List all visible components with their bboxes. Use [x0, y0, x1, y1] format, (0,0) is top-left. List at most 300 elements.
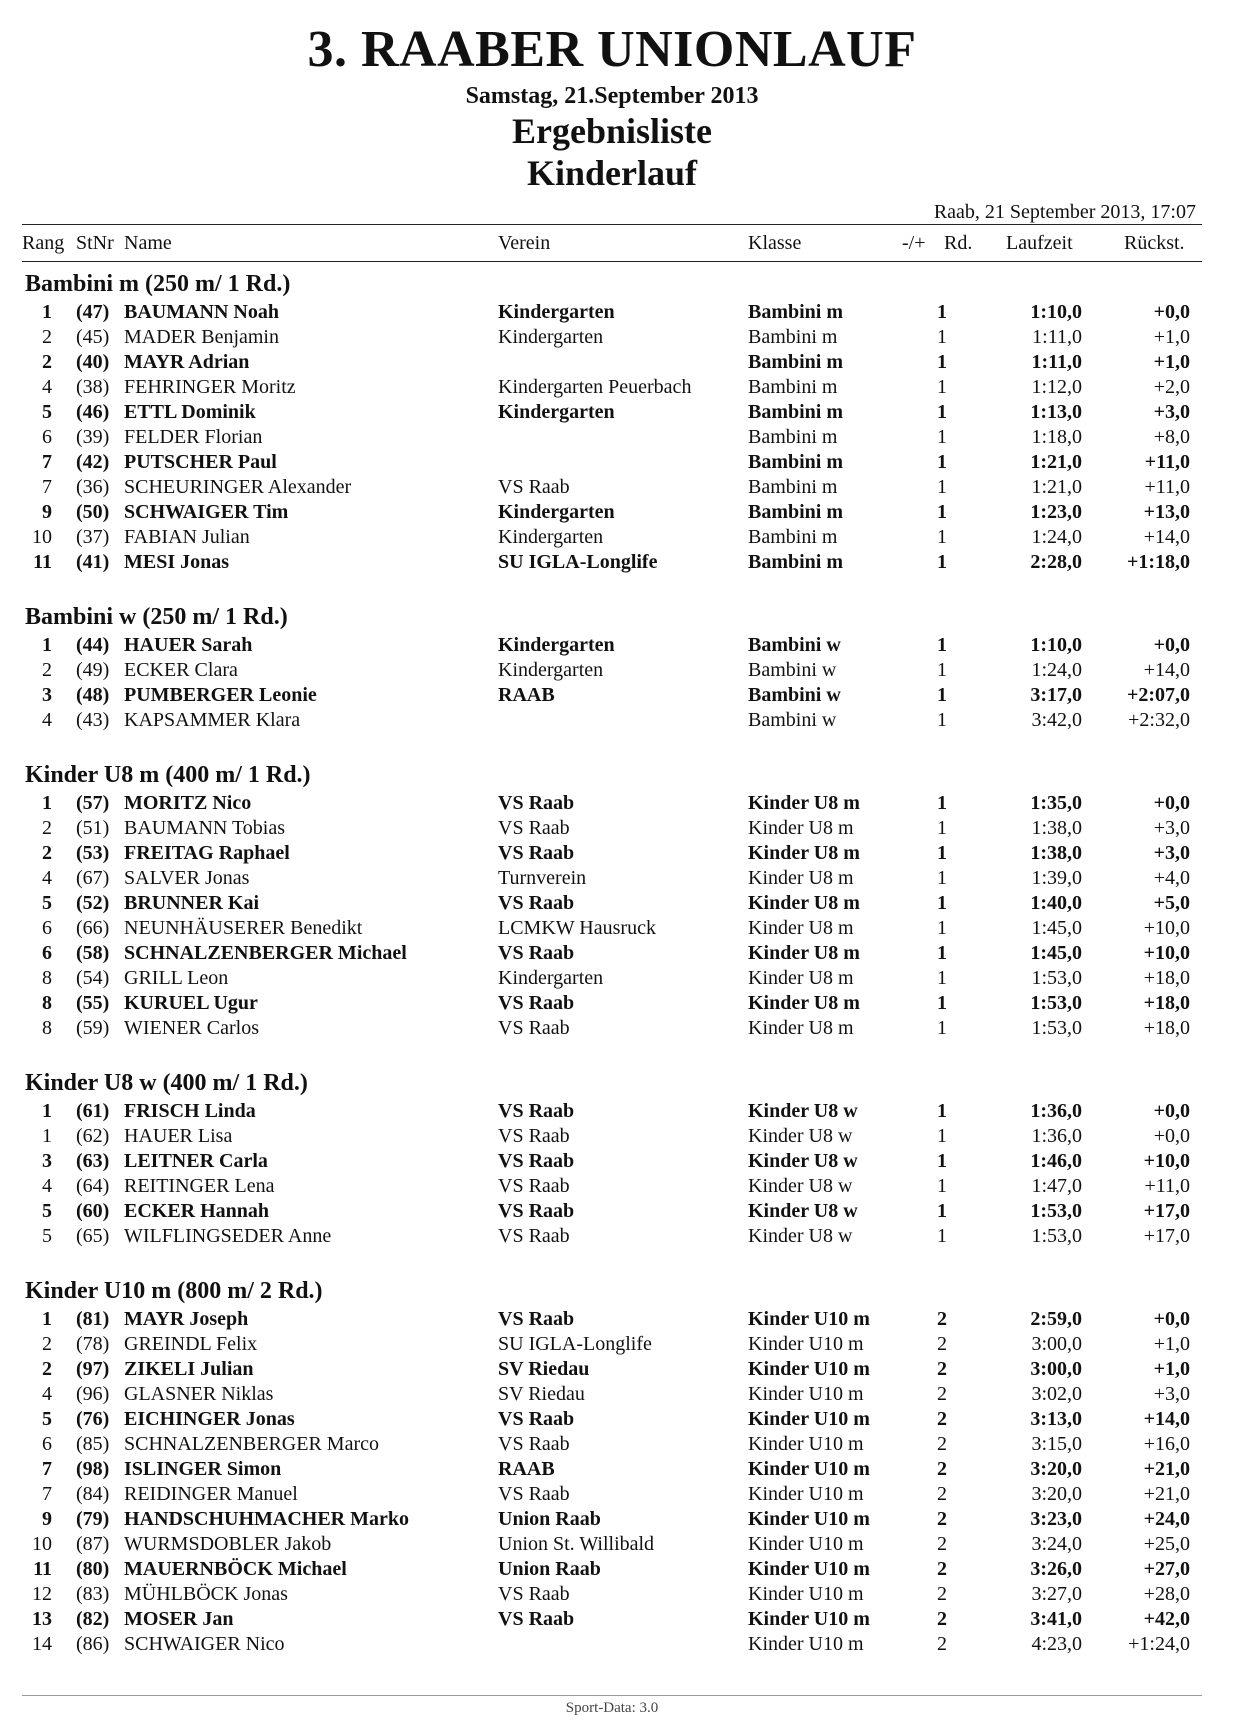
- rounds-cell: 2: [937, 1633, 947, 1655]
- runner-name-cell: SCHNALZENBERGER Marco: [124, 1433, 379, 1455]
- start-number-cell: (38): [76, 376, 110, 398]
- time-behind-cell: +1:24,0: [1128, 1633, 1190, 1655]
- start-number-cell: (49): [76, 659, 110, 681]
- runner-name-cell: MESI Jonas: [124, 551, 230, 573]
- class-cell: Kinder U8 w: [748, 1150, 858, 1172]
- runner-name-cell: KAPSAMMER Klara: [124, 709, 301, 731]
- runner-name-cell: WIENER Carlos: [124, 1017, 259, 1039]
- start-number-cell: (47): [76, 301, 110, 323]
- rounds-cell: 2: [937, 1608, 947, 1630]
- results-sections: [22, 270, 1202, 1657]
- start-number-cell: (87): [76, 1533, 110, 1555]
- rounds-cell: 1: [937, 709, 947, 731]
- finish-time-cell: 1:18,0: [1031, 426, 1082, 448]
- club-cell: VS Raab: [498, 1200, 575, 1222]
- rounds-cell: 1: [937, 1150, 947, 1172]
- rank-cell: 14: [32, 1633, 52, 1655]
- class-cell: Bambini m: [748, 451, 844, 473]
- start-number-cell: (39): [76, 426, 110, 448]
- result-row: [22, 816, 1202, 841]
- runner-name-cell: FREITAG Raphael: [124, 842, 290, 864]
- class-cell: Kinder U8 w: [748, 1225, 853, 1247]
- result-row: [22, 991, 1202, 1016]
- start-number-cell: (65): [76, 1225, 110, 1247]
- runner-name-cell: BAUMANN Noah: [124, 301, 279, 323]
- rank-cell: 1: [42, 634, 52, 656]
- result-row: [22, 1174, 1202, 1199]
- finish-time-cell: 1:24,0: [1031, 526, 1082, 548]
- club-cell: Kindergarten: [498, 967, 604, 989]
- class-cell: Kinder U10 m: [748, 1583, 864, 1605]
- start-number-cell: (78): [76, 1333, 110, 1355]
- class-cell: Bambini m: [748, 426, 838, 448]
- footer-rule: [22, 1695, 1202, 1696]
- club-cell: VS Raab: [498, 1483, 570, 1505]
- club-cell: Kindergarten: [498, 526, 604, 548]
- result-row: [22, 1307, 1202, 1332]
- result-row: [22, 1632, 1202, 1657]
- finish-time-cell: 3:41,0: [1030, 1608, 1082, 1630]
- start-number-cell: (45): [76, 326, 110, 348]
- column-header-row: [22, 225, 1202, 261]
- rank-cell: 2: [42, 1333, 52, 1355]
- finish-time-cell: 2:28,0: [1030, 551, 1082, 573]
- class-cell: Kinder U10 m: [748, 1408, 870, 1430]
- rounds-cell: 1: [937, 326, 947, 348]
- col-rd: Rd.: [944, 232, 973, 254]
- rank-cell: 6: [42, 942, 52, 964]
- result-row: [22, 300, 1202, 325]
- finish-time-cell: 3:26,0: [1030, 1558, 1082, 1580]
- class-cell: Kinder U10 m: [748, 1383, 864, 1405]
- time-behind-cell: +24,0: [1143, 1508, 1190, 1530]
- rounds-cell: 2: [937, 1333, 947, 1355]
- time-behind-cell: +0,0: [1153, 301, 1190, 323]
- club-cell: VS Raab: [498, 1017, 570, 1039]
- time-behind-cell: +3,0: [1153, 1383, 1190, 1405]
- rank-cell: 2: [42, 326, 52, 348]
- club-cell: SV Riedau: [498, 1383, 585, 1405]
- finish-time-cell: 1:10,0: [1030, 634, 1082, 656]
- result-row: [22, 1532, 1202, 1557]
- category-title: Kinder U8 m (400 m/ 1 Rd.): [25, 762, 311, 788]
- rank-cell: 12: [32, 1583, 52, 1605]
- finish-time-cell: 1:39,0: [1031, 867, 1082, 889]
- result-row: [22, 1124, 1202, 1149]
- time-behind-cell: +11,0: [1144, 1175, 1190, 1197]
- club-cell: Union St. Willibald: [498, 1533, 655, 1555]
- rank-cell: 2: [42, 1358, 52, 1380]
- result-row: [22, 1557, 1202, 1582]
- finish-time-cell: 3:15,0: [1031, 1433, 1082, 1455]
- runner-name-cell: MAYR Joseph: [124, 1308, 249, 1330]
- result-row: [22, 1357, 1202, 1382]
- finish-time-cell: 2:59,0: [1030, 1308, 1082, 1330]
- start-number-cell: (81): [76, 1308, 110, 1330]
- rounds-cell: 1: [937, 892, 947, 914]
- time-behind-cell: +10,0: [1143, 942, 1190, 964]
- finish-time-cell: 1:47,0: [1031, 1175, 1082, 1197]
- class-cell: Bambini m: [748, 301, 844, 323]
- col-verein: Verein: [498, 232, 551, 254]
- time-behind-cell: +11,0: [1144, 476, 1190, 498]
- time-behind-cell: +17,0: [1143, 1200, 1190, 1222]
- time-behind-cell: +27,0: [1143, 1558, 1190, 1580]
- class-cell: Bambini m: [748, 376, 838, 398]
- runner-name-cell: MÜHLBÖCK Jonas: [124, 1583, 288, 1605]
- club-cell: VS Raab: [498, 1100, 575, 1122]
- rank-cell: 8: [42, 1017, 52, 1039]
- runner-name-cell: SCHWAIGER Tim: [124, 501, 289, 523]
- col-laufzeit: Laufzeit: [1006, 232, 1073, 254]
- result-row: [22, 1457, 1202, 1482]
- time-behind-cell: +2:07,0: [1126, 684, 1190, 706]
- result-row: [22, 1016, 1202, 1041]
- time-behind-cell: +1,0: [1153, 351, 1190, 373]
- club-cell: SU IGLA-Longlife: [498, 1333, 652, 1355]
- rank-cell: 6: [42, 1433, 52, 1455]
- runner-name-cell: ZIKELI Julian: [124, 1358, 254, 1380]
- club-cell: SV Riedau: [498, 1358, 590, 1380]
- result-row: [22, 550, 1202, 575]
- class-cell: Kinder U8 m: [748, 817, 854, 839]
- runner-name-cell: FABIAN Julian: [124, 526, 250, 548]
- finish-time-cell: 1:53,0: [1031, 1225, 1082, 1247]
- rounds-cell: 2: [937, 1483, 947, 1505]
- time-behind-cell: +1,0: [1153, 1333, 1190, 1355]
- rank-cell: 1: [42, 1308, 52, 1330]
- runner-name-cell: ETTL Dominik: [124, 401, 256, 423]
- finish-time-cell: 1:38,0: [1031, 817, 1082, 839]
- club-cell: VS Raab: [498, 1308, 575, 1330]
- result-row: [22, 1607, 1202, 1632]
- start-number-cell: (40): [76, 351, 110, 373]
- class-cell: Kinder U10 m: [748, 1633, 864, 1655]
- result-row: [22, 916, 1202, 941]
- rank-cell: 3: [42, 1150, 52, 1172]
- start-number-cell: (61): [76, 1100, 110, 1122]
- runner-name-cell: ECKER Clara: [124, 659, 238, 681]
- class-cell: Kinder U8 m: [748, 967, 854, 989]
- rank-cell: 3: [42, 684, 52, 706]
- rank-cell: 7: [42, 476, 52, 498]
- start-number-cell: (48): [76, 684, 110, 706]
- runner-name-cell: HAUER Lisa: [124, 1125, 233, 1147]
- time-behind-cell: +3,0: [1153, 401, 1190, 423]
- club-cell: Kindergarten: [498, 301, 615, 323]
- rank-cell: 4: [42, 376, 52, 398]
- result-row: [22, 966, 1202, 991]
- start-number-cell: (36): [76, 476, 110, 498]
- class-cell: Kinder U10 m: [748, 1433, 864, 1455]
- runner-name-cell: MADER Benjamin: [124, 326, 279, 348]
- club-cell: LCMKW Hausruck: [498, 917, 656, 939]
- rounds-cell: 1: [937, 526, 947, 548]
- rounds-cell: 2: [937, 1558, 947, 1580]
- rounds-cell: 2: [937, 1308, 947, 1330]
- time-behind-cell: +3,0: [1153, 817, 1190, 839]
- runner-name-cell: HANDSCHUHMACHER Marko: [124, 1508, 409, 1530]
- finish-time-cell: 1:36,0: [1030, 1100, 1082, 1122]
- rounds-cell: 1: [937, 634, 947, 656]
- class-cell: Kinder U10 m: [748, 1558, 870, 1580]
- rank-cell: 4: [42, 1383, 52, 1405]
- time-behind-cell: +14,0: [1143, 1408, 1190, 1430]
- time-behind-cell: +28,0: [1143, 1583, 1190, 1605]
- category-title: Bambini w (250 m/ 1 Rd.): [25, 604, 288, 630]
- start-number-cell: (54): [76, 967, 110, 989]
- club-cell: VS Raab: [498, 1583, 570, 1605]
- result-row: [22, 1199, 1202, 1224]
- runner-name-cell: GLASNER Niklas: [124, 1383, 274, 1405]
- finish-time-cell: 1:45,0: [1031, 917, 1082, 939]
- rounds-cell: 1: [937, 351, 947, 373]
- result-row: [22, 1332, 1202, 1357]
- rounds-cell: 1: [937, 1225, 947, 1247]
- finish-time-cell: 1:24,0: [1031, 659, 1082, 681]
- rank-cell: 8: [42, 992, 52, 1014]
- start-number-cell: (37): [76, 526, 110, 548]
- start-number-cell: (98): [76, 1458, 110, 1480]
- start-number-cell: (83): [76, 1583, 110, 1605]
- start-number-cell: (85): [76, 1433, 110, 1455]
- header-bottom-rule: [22, 261, 1202, 262]
- club-cell: Kindergarten: [498, 501, 615, 523]
- result-row: [22, 475, 1202, 500]
- result-row: [22, 375, 1202, 400]
- runner-name-cell: SCHWAIGER Nico: [124, 1633, 285, 1655]
- rounds-cell: 1: [937, 659, 947, 681]
- rounds-cell: 1: [937, 1100, 947, 1122]
- time-behind-cell: +2:32,0: [1128, 709, 1190, 731]
- rounds-cell: 1: [937, 426, 947, 448]
- col-plusminus: -/+: [902, 232, 926, 254]
- time-behind-cell: +10,0: [1143, 917, 1190, 939]
- time-behind-cell: +42,0: [1143, 1608, 1190, 1630]
- time-behind-cell: +0,0: [1153, 792, 1190, 814]
- finish-time-cell: 1:13,0: [1030, 401, 1082, 423]
- col-name: Name: [124, 232, 172, 254]
- club-cell: SU IGLA-Longlife: [498, 551, 658, 573]
- runner-name-cell: LEITNER Carla: [124, 1150, 268, 1172]
- runner-name-cell: EICHINGER Jonas: [124, 1408, 295, 1430]
- club-cell: VS Raab: [498, 476, 570, 498]
- result-row: [22, 1149, 1202, 1174]
- rank-cell: 5: [42, 1225, 52, 1247]
- rank-cell: 6: [42, 426, 52, 448]
- rounds-cell: 2: [937, 1408, 947, 1430]
- class-cell: Bambini w: [748, 634, 841, 656]
- rank-cell: 13: [32, 1608, 52, 1630]
- category-title: Kinder U10 m (800 m/ 2 Rd.): [25, 1278, 323, 1304]
- finish-time-cell: 1:53,0: [1031, 1017, 1082, 1039]
- runner-name-cell: GREINDL Felix: [124, 1333, 258, 1355]
- col-rueckst: Rückst.: [1124, 232, 1185, 254]
- start-number-cell: (51): [76, 817, 110, 839]
- class-cell: Bambini w: [748, 659, 837, 681]
- start-number-cell: (42): [76, 451, 110, 473]
- finish-time-cell: 3:13,0: [1030, 1408, 1082, 1430]
- rank-cell: 4: [42, 867, 52, 889]
- start-number-cell: (67): [76, 867, 110, 889]
- rounds-cell: 2: [937, 1383, 947, 1405]
- club-cell: VS Raab: [498, 892, 575, 914]
- class-cell: Bambini m: [748, 501, 844, 523]
- runner-name-cell: REIDINGER Manuel: [124, 1483, 298, 1505]
- time-behind-cell: +2,0: [1153, 376, 1190, 398]
- rank-cell: 9: [42, 1508, 52, 1530]
- club-cell: Union Raab: [498, 1558, 601, 1580]
- finish-time-cell: 3:24,0: [1031, 1533, 1082, 1555]
- class-cell: Kinder U10 m: [748, 1308, 870, 1330]
- time-behind-cell: +1,0: [1153, 1358, 1190, 1380]
- finish-time-cell: 3:20,0: [1030, 1458, 1082, 1480]
- rounds-cell: 1: [937, 376, 947, 398]
- rank-cell: 7: [42, 1483, 52, 1505]
- time-behind-cell: +25,0: [1143, 1533, 1190, 1555]
- rounds-cell: 1: [937, 1200, 947, 1222]
- result-row: [22, 350, 1202, 375]
- rounds-cell: 2: [937, 1358, 947, 1380]
- start-number-cell: (82): [76, 1608, 110, 1630]
- finish-time-cell: 3:17,0: [1030, 684, 1082, 706]
- runner-name-cell: SCHNALZENBERGER Michael: [124, 942, 407, 964]
- time-behind-cell: +0,0: [1153, 1100, 1190, 1122]
- result-row: [22, 658, 1202, 683]
- rank-cell: 2: [42, 817, 52, 839]
- finish-time-cell: 1:21,0: [1030, 451, 1082, 473]
- class-cell: Kinder U8 m: [748, 842, 860, 864]
- rank-cell: 10: [32, 526, 52, 548]
- rank-cell: 2: [42, 842, 52, 864]
- runner-name-cell: GRILL Leon: [124, 967, 229, 989]
- runner-name-cell: BAUMANN Tobias: [124, 817, 286, 839]
- start-number-cell: (44): [76, 634, 110, 656]
- category-title: Kinder U8 w (400 m/ 1 Rd.): [25, 1070, 308, 1096]
- start-number-cell: (53): [76, 842, 110, 864]
- runner-name-cell: FRISCH Linda: [124, 1100, 256, 1122]
- finish-time-cell: 1:36,0: [1031, 1125, 1082, 1147]
- rank-cell: 5: [42, 1408, 52, 1430]
- rounds-cell: 1: [937, 684, 947, 706]
- finish-time-cell: 1:46,0: [1030, 1150, 1082, 1172]
- time-behind-cell: +18,0: [1143, 1017, 1190, 1039]
- rounds-cell: 1: [937, 551, 947, 573]
- result-row: [22, 1099, 1202, 1124]
- rounds-cell: 1: [937, 1125, 947, 1147]
- time-behind-cell: +5,0: [1153, 892, 1190, 914]
- start-number-cell: (58): [76, 942, 110, 964]
- runner-name-cell: MAYR Adrian: [124, 351, 250, 373]
- start-number-cell: (57): [76, 792, 110, 814]
- club-cell: RAAB: [498, 684, 555, 706]
- finish-time-cell: 1:35,0: [1030, 792, 1082, 814]
- start-number-cell: (80): [76, 1558, 110, 1580]
- time-behind-cell: +3,0: [1153, 842, 1190, 864]
- result-row: [22, 941, 1202, 966]
- rank-cell: 9: [42, 501, 52, 523]
- start-number-cell: (60): [76, 1200, 110, 1222]
- start-number-cell: (59): [76, 1017, 110, 1039]
- class-cell: Kinder U10 m: [748, 1358, 870, 1380]
- class-cell: Bambini m: [748, 401, 844, 423]
- rounds-cell: 1: [937, 501, 947, 523]
- time-behind-cell: +0,0: [1153, 1308, 1190, 1330]
- runner-name-cell: BRUNNER Kai: [124, 892, 260, 914]
- result-row: [22, 1507, 1202, 1532]
- class-cell: Kinder U8 m: [748, 892, 860, 914]
- time-behind-cell: +16,0: [1143, 1433, 1190, 1455]
- class-cell: Bambini m: [748, 551, 844, 573]
- rounds-cell: 1: [937, 301, 947, 323]
- finish-time-cell: 1:53,0: [1030, 1200, 1082, 1222]
- finish-time-cell: 1:53,0: [1030, 992, 1082, 1014]
- club-cell: VS Raab: [498, 1150, 575, 1172]
- runner-name-cell: HAUER Sarah: [124, 634, 253, 656]
- class-cell: Kinder U8 m: [748, 792, 860, 814]
- class-cell: Bambini m: [748, 476, 838, 498]
- result-row: [22, 683, 1202, 708]
- time-behind-cell: +0,0: [1153, 634, 1190, 656]
- category-section: [22, 603, 1202, 733]
- category-section: [22, 1069, 1202, 1249]
- club-cell: VS Raab: [498, 1225, 570, 1247]
- class-cell: Kinder U10 m: [748, 1508, 870, 1530]
- class-cell: Kinder U8 m: [748, 917, 854, 939]
- col-stnr: StNr: [76, 232, 114, 254]
- rounds-cell: 1: [937, 476, 947, 498]
- result-row: [22, 425, 1202, 450]
- runner-name-cell: FELDER Florian: [124, 426, 263, 448]
- result-row: [22, 325, 1202, 350]
- rounds-cell: 1: [937, 401, 947, 423]
- start-number-cell: (46): [76, 401, 110, 423]
- club-cell: VS Raab: [498, 1125, 570, 1147]
- finish-time-cell: 1:10,0: [1030, 301, 1082, 323]
- rank-cell: 1: [42, 301, 52, 323]
- finish-time-cell: 1:21,0: [1031, 476, 1082, 498]
- time-behind-cell: +1,0: [1153, 326, 1190, 348]
- runner-name-cell: SCHEURINGER Alexander: [124, 476, 352, 498]
- time-behind-cell: +13,0: [1143, 501, 1190, 523]
- finish-time-cell: 1:11,0: [1031, 351, 1082, 373]
- class-cell: Bambini m: [748, 326, 838, 348]
- event-date: Samstag, 21.September 2013: [465, 83, 759, 109]
- result-row: [22, 500, 1202, 525]
- result-row: [22, 708, 1202, 733]
- finish-time-cell: 3:02,0: [1031, 1383, 1082, 1405]
- result-row: [22, 525, 1202, 550]
- rounds-cell: 2: [937, 1433, 947, 1455]
- result-row: [22, 1224, 1202, 1249]
- class-cell: Kinder U10 m: [748, 1483, 864, 1505]
- finish-time-cell: 3:42,0: [1031, 709, 1082, 731]
- runner-name-cell: ISLINGER Simon: [124, 1458, 282, 1480]
- rank-cell: 2: [42, 659, 52, 681]
- rank-cell: 1: [42, 792, 52, 814]
- time-behind-cell: +14,0: [1143, 659, 1190, 681]
- class-cell: Bambini m: [748, 526, 838, 548]
- result-row: [22, 791, 1202, 816]
- class-cell: Kinder U8 w: [748, 1100, 858, 1122]
- result-row: [22, 1382, 1202, 1407]
- start-number-cell: (55): [76, 992, 110, 1014]
- rounds-cell: 1: [937, 867, 947, 889]
- time-behind-cell: +14,0: [1143, 526, 1190, 548]
- class-cell: Kinder U8 w: [748, 1200, 858, 1222]
- rank-cell: 5: [42, 1200, 52, 1222]
- rank-cell: 7: [42, 1458, 52, 1480]
